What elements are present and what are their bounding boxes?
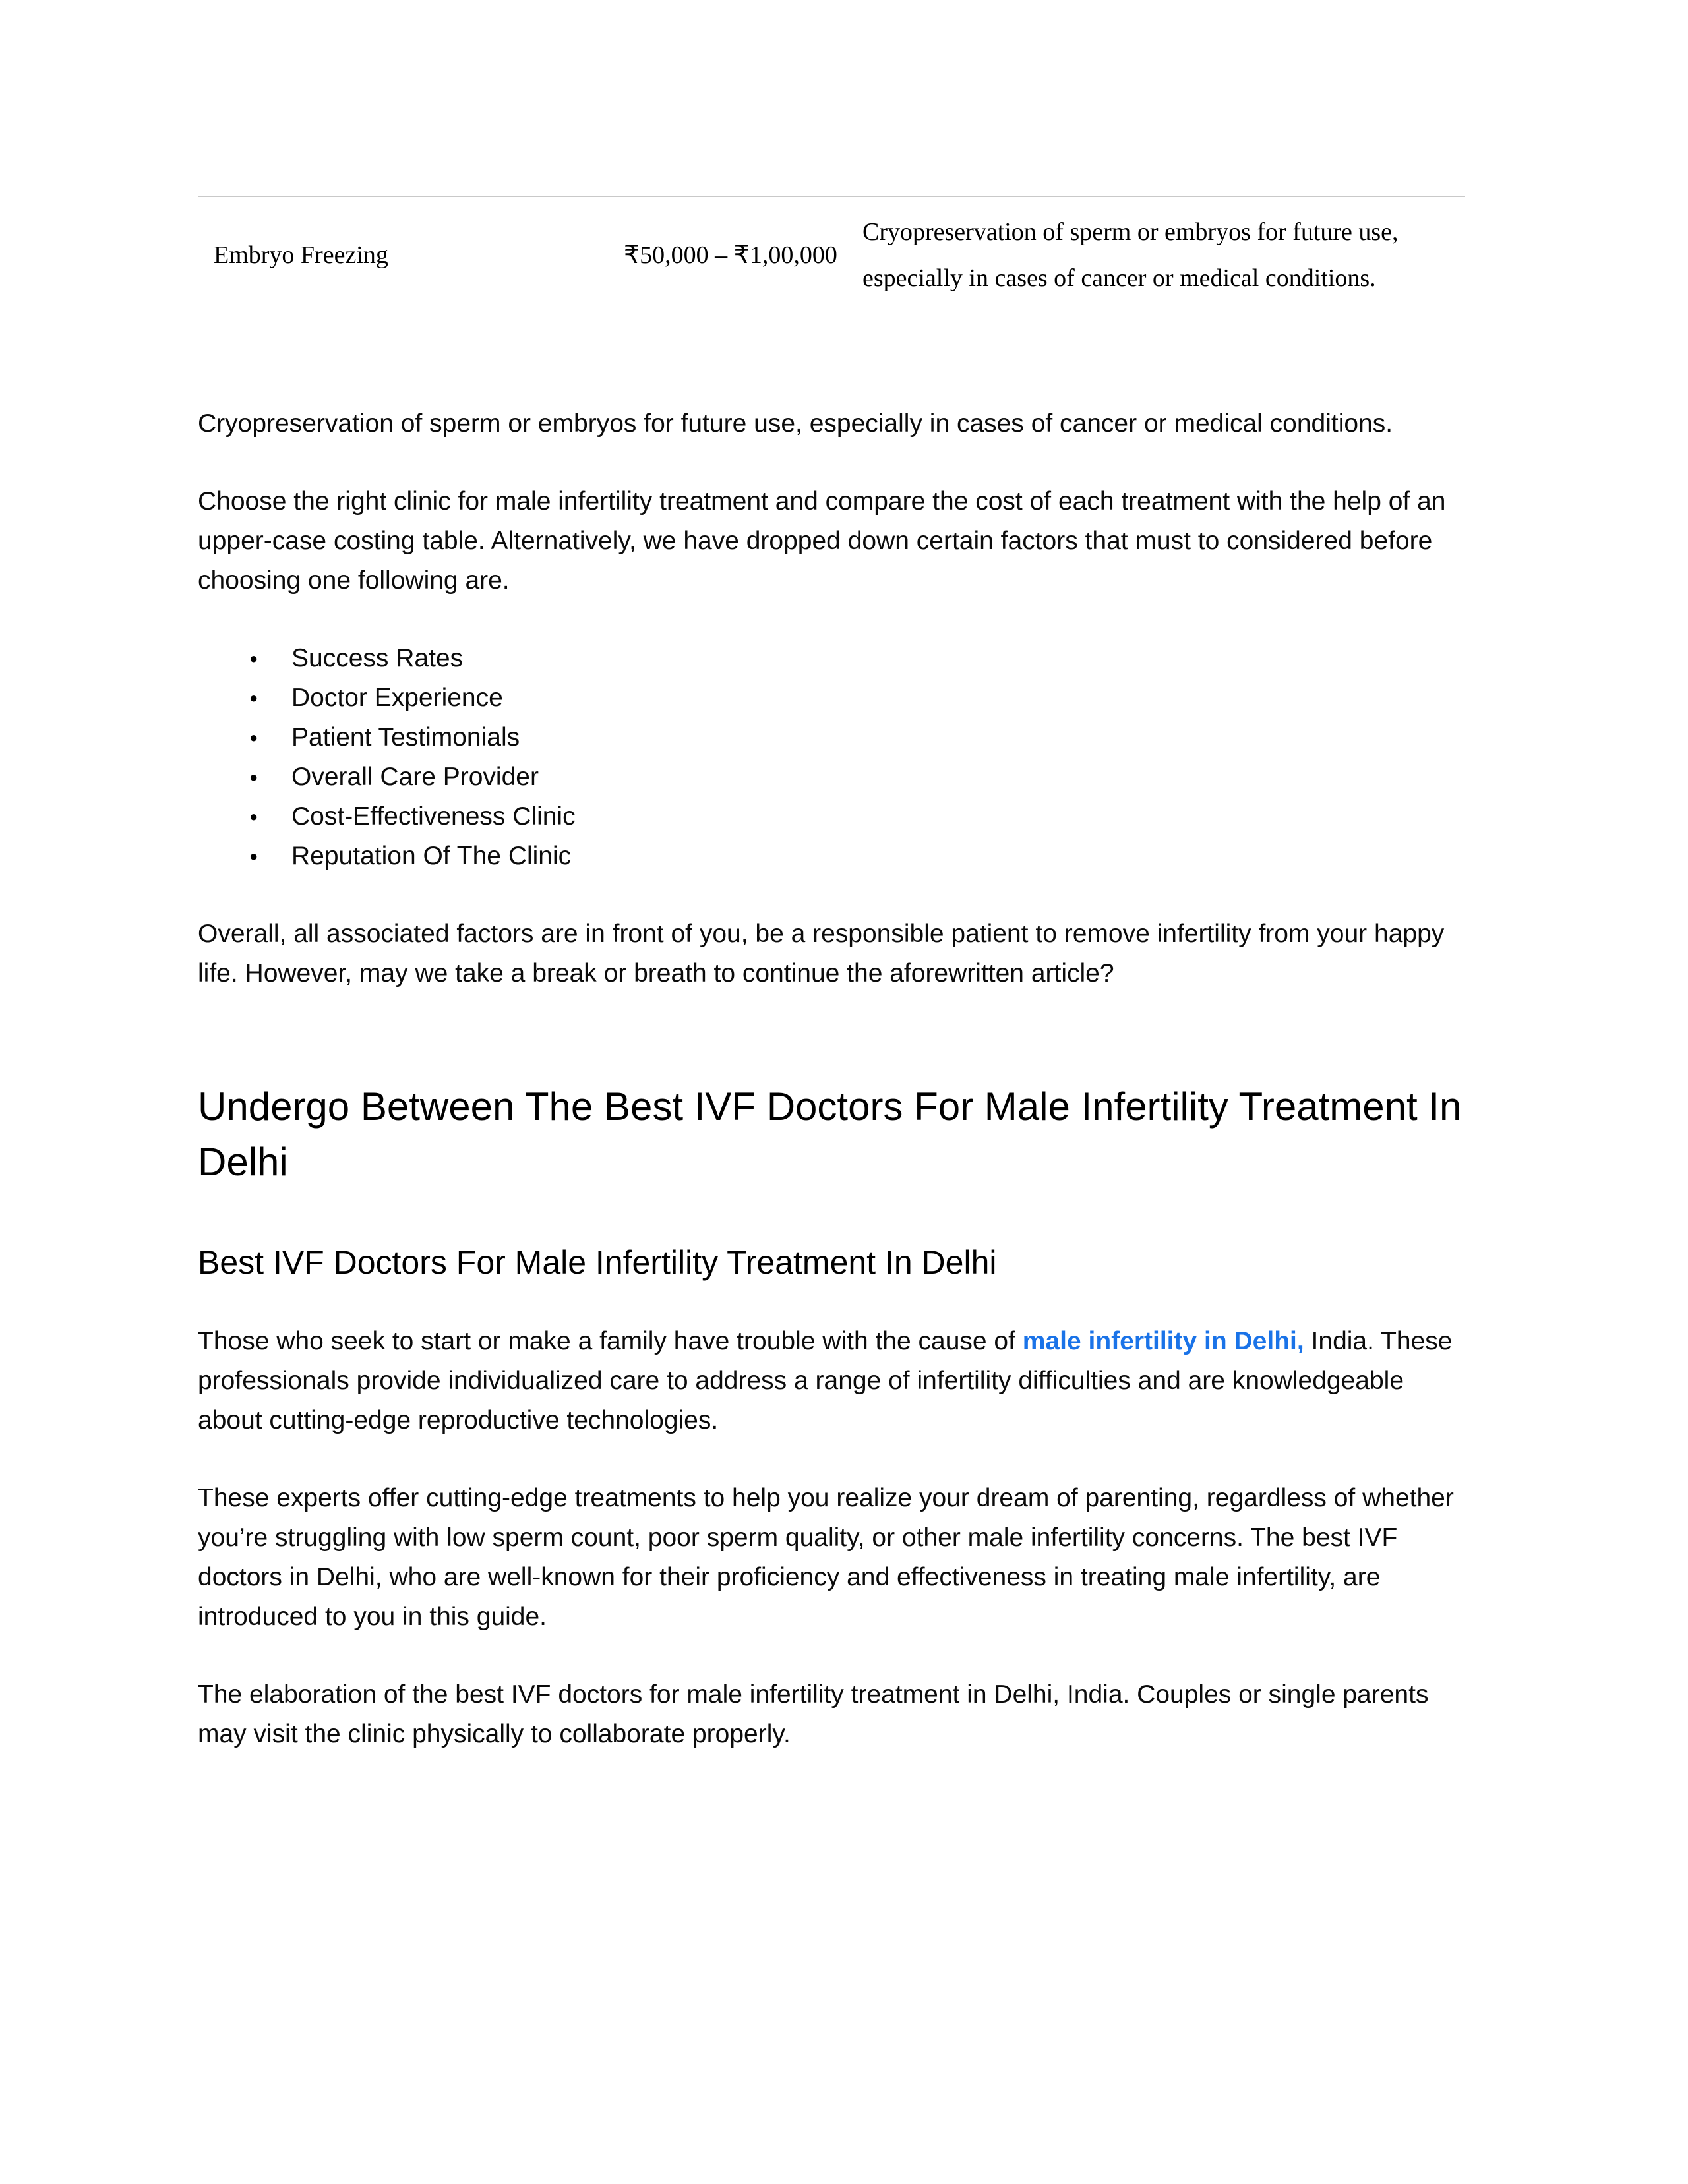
paragraph-cryopreservation: Cryopreservation of sperm or embryos for future use, especially in cases of cancer or medical conditions. — [198, 409, 1393, 438]
list-item: ● Cost-Effectiveness Clinic — [198, 797, 1465, 837]
paragraph-choose-clinic: Choose the right clinic for male infertility treatment and compare the cost of each treatment with the help of an upper-case costing table. Alternatively, we have dropped down certain factors that must to considered before choosing one following are. — [198, 487, 1446, 595]
list-item: ● Doctor Experience — [198, 678, 1465, 718]
paragraph-text-before-link: Those who seek to start or make a family have trouble with the cause of — [198, 1327, 1023, 1355]
section-heading-undergo: Undergo Between The Best IVF Doctors For Male Infertility Treatment In Delhi — [198, 1084, 1462, 1184]
cost-table-row — [198, 197, 1465, 318]
treatment-name: Embryo Freezing — [214, 241, 388, 269]
list-item: ● Overall Care Provider — [198, 757, 1465, 797]
list-item: ● Reputation Of The Clinic — [198, 837, 1465, 876]
treatment-cost: ₹50,000 – ₹1,00,000 — [624, 241, 837, 269]
cost-table — [198, 196, 1465, 318]
paragraph-text-after-link: India. These professionals provide individualized care to address a range of infertility difficulties and are knowledgeable about cutting-edge reproductive technologies. — [198, 1327, 1453, 1434]
paragraph-those-who-seek — [198, 1322, 1465, 1440]
list-item: ● Patient Testimonials — [198, 718, 1465, 757]
paragraph-experts: These experts offer cutting-edge treatments to help you realize your dream of parenting, regardless of whether you’re struggling with low sperm count, poor sperm quality, or other male infertility concerns. The best IVF doctors in Delhi, who are well-known for their proficiency and effectiveness in treating male infertility, are introduced to you in this guide. — [198, 1484, 1454, 1631]
paragraph-overall: Overall, all associated factors are in front of you, be a responsible patient to remove infertility from your happy life. However, may we take a break or breath to continue the aforewritten article? — [198, 920, 1445, 988]
treatment-description-cell — [856, 209, 1465, 301]
treatment-name-cell — [198, 232, 612, 278]
treatment-cost-cell — [612, 232, 856, 278]
subsection-heading-best-doctors: Best IVF Doctors For Male Infertility Treatment In Delhi — [198, 1244, 997, 1281]
paragraph-elaboration: The elaboration of the best IVF doctors for male infertility treatment in Delhi, India. Couples or single parents may visit the clinic physically to collaborate properly. — [198, 1680, 1429, 1748]
list-item: ● Success Rates — [198, 639, 1465, 678]
male-infertility-link[interactable]: male infertility in Delhi, — [1022, 1327, 1304, 1355]
document-content — [198, 196, 1465, 1754]
treatment-description: Cryopreservation of sperm or embryos for future use, especially in cases of cancer or medical conditions. — [862, 218, 1399, 292]
factor-list — [198, 639, 1465, 876]
